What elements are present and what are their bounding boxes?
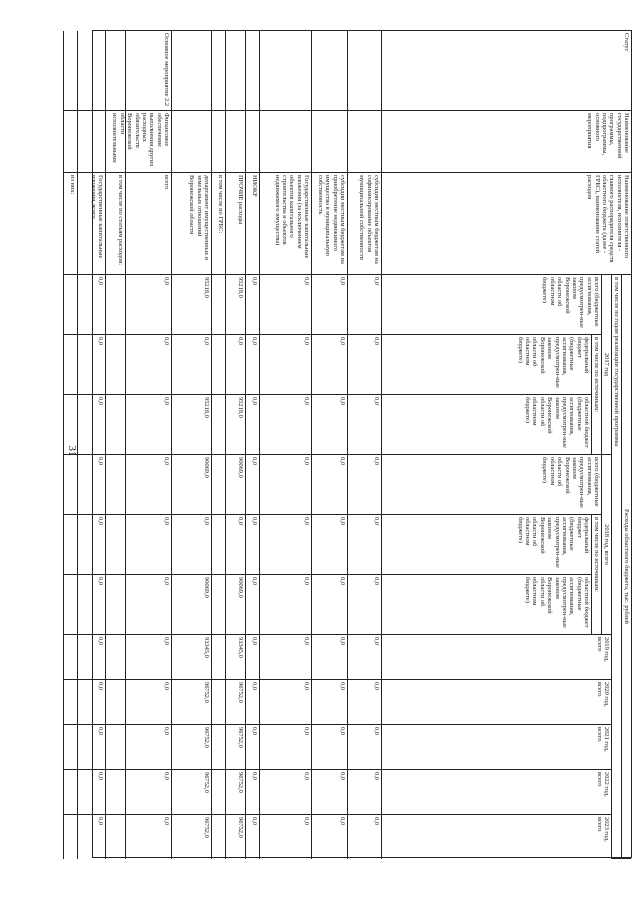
cell-value [106, 455, 125, 515]
cell-status [260, 31, 311, 111]
cell-value: 0,0 [126, 680, 171, 725]
cell-value: 0,0 [126, 575, 171, 635]
cell-value: 90069,0 [172, 575, 211, 635]
cell-value: 0,0 [126, 515, 171, 575]
cell-value: 0,0 [226, 515, 245, 575]
cell-value: 0,0 [373, 817, 380, 825]
table-row [63, 31, 77, 859]
cell-value: 96752,0 [172, 770, 211, 815]
header-year-2019: 2019 год, всего [381, 635, 611, 680]
cell-value [106, 275, 125, 335]
cell-value: 0,0 [78, 515, 105, 575]
cell-program [260, 111, 311, 173]
cell-value: 0,0 [303, 817, 310, 825]
cell-value: 0,0 [246, 515, 259, 575]
cell-program [226, 111, 245, 173]
cell-value: 93345,0 [226, 635, 245, 680]
table-row [77, 31, 105, 859]
cell-program [246, 111, 259, 173]
cell-value: 0,0 [78, 335, 105, 395]
header-status: Статус [381, 31, 631, 111]
page-number: 31 [66, 445, 78, 457]
cell-program [172, 111, 211, 173]
cell-value: 96752,0 [172, 725, 211, 770]
cell-executor: субсидии местным бюджетам на приобретение недвижимого имущества в муниципальную собственность [312, 173, 347, 275]
cell-value: 90069,0 [226, 575, 245, 635]
cell-executor: в том числе по ГРБС: [212, 173, 225, 275]
cell-value [64, 335, 77, 395]
cell-value: 0,0 [78, 680, 105, 725]
cell-value [106, 635, 125, 680]
cell-value: 95218,0 [226, 395, 245, 455]
table-row [311, 31, 347, 859]
cell-value [212, 515, 225, 575]
table-row [211, 31, 225, 859]
cell-value: 0,0 [260, 515, 311, 575]
cell-value: 0,0 [246, 635, 259, 680]
cell-value: 90069,0 [226, 455, 245, 515]
cell-value [106, 725, 125, 770]
cell-value: 0,0 [126, 455, 171, 515]
cell-value: 0,0 [78, 725, 105, 770]
cell-value [212, 335, 225, 395]
cell-value [106, 815, 125, 859]
cell-value [64, 395, 77, 455]
cell-value [64, 575, 77, 635]
cell-value: 0,0 [348, 275, 381, 335]
cell-value [64, 275, 77, 335]
cell-value [106, 575, 125, 635]
header-expenses-title: Расходы областного бюджета, тыс. рублей [621, 275, 631, 859]
cell-value: 0,0 [78, 770, 105, 815]
cell-executor: Государственные капитальные вложения (за исключением объектов капитального строительства и объектов недвижимого имущества) [260, 173, 311, 275]
cell-status [312, 31, 347, 111]
header-2018-by-sources: в том числе по источникам: [591, 515, 601, 635]
table-row [171, 31, 211, 859]
cell-value: 0,0 [172, 335, 211, 395]
header-year-2021: 2021 год, всего [381, 725, 611, 770]
cell-value: 0,0 [126, 725, 171, 770]
cell-value: 0,0 [246, 680, 259, 725]
cell-value: 0,0 [312, 455, 347, 515]
cell-value: 0,0 [348, 575, 381, 635]
header-year-2017: 2017 год [601, 275, 611, 455]
cell-value [212, 575, 225, 635]
cell-executor: из них: [64, 173, 77, 275]
cell-value: 0,0 [312, 725, 347, 770]
cell-value: 0,0 [348, 455, 381, 515]
cell-value: 0,0 [126, 635, 171, 680]
cell-status [64, 31, 77, 111]
cell-value [212, 275, 225, 335]
cell-value: 0,0 [312, 335, 347, 395]
cell-value: 0,0 [260, 635, 311, 680]
cell-status [78, 31, 105, 111]
cell-executor: субсидии местным бюджетам на софинансирование объектов муниципальной собственности [348, 173, 381, 275]
cell-value: 0,0 [348, 335, 381, 395]
table-row [347, 31, 381, 859]
cell-value [64, 515, 77, 575]
header-year-2023: 2023 год, всего [381, 815, 611, 859]
header-2018-federal: федеральный бюджет (бюджетные ассигнования, предусмотрен-ные законом Воронежской области об областном бюджете) [381, 515, 591, 575]
header-2018-total: всего (бюджетные ассигнования, предусмотрен-ные законом Воронежской области об областном бюджете) [381, 455, 601, 515]
cell-value: 0,0 [78, 395, 105, 455]
cell-value: 0,0 [260, 395, 311, 455]
cell-value: 96752,0 [172, 680, 211, 725]
cell-value: 0,0 [246, 275, 259, 335]
cell-value: 0,0 [246, 770, 259, 815]
cell-value: 0,0 [126, 275, 171, 335]
cell-value: 0,0 [246, 575, 259, 635]
cell-value [212, 395, 225, 455]
cell-executor: НИОКР [246, 173, 259, 275]
cell-value: 96752,0 [237, 817, 244, 838]
cell-value: 0,0 [126, 770, 171, 815]
cell-value: 0,0 [78, 575, 105, 635]
cell-value [212, 680, 225, 725]
header-by-years: в том числе по годам реализации государственной программы [611, 275, 621, 859]
cell-value: 0,0 [260, 455, 311, 515]
cell-value: 0,0 [348, 725, 381, 770]
cell-value: 0,0 [251, 817, 258, 825]
cell-value: 0,0 [348, 395, 381, 455]
cell-value: 0,0 [97, 817, 104, 825]
header-year-2022: 2022 год, всего [381, 770, 611, 815]
cell-value [64, 770, 77, 815]
cell-value [212, 725, 225, 770]
header-2018-regional: областной бюджет (бюджетные ассигнования, предусмотрен-ные законом Воронежской области об областном бюджете) [381, 575, 591, 635]
cell-status: Основное мероприятие 2.2 [126, 31, 171, 111]
header-2017-federal: федеральный бюджет (бюджетные ассигнования, предусмотрен-ные законом Воронежской области об областном бюджете) [381, 335, 591, 395]
table-row [245, 31, 259, 859]
cell-program [78, 111, 105, 173]
cell-value [64, 635, 77, 680]
cell-value [64, 725, 77, 770]
cell-status [106, 31, 125, 111]
cell-value: 0,0 [226, 335, 245, 395]
cell-value [64, 680, 77, 725]
cell-status [172, 31, 211, 111]
header-2017-regional: областной бюджет (бюджетные ассигнования, предусмотрен-ные законом Воронежской области об областном бюджете) [381, 395, 591, 455]
cell-value: 0,0 [260, 335, 311, 395]
cell-value [64, 455, 77, 515]
cell-value: 0,0 [246, 455, 259, 515]
cell-status [226, 31, 245, 111]
cell-value [212, 815, 225, 859]
cell-executor: в том числе по статьям расходов: [106, 173, 125, 275]
header-2017-total: всего (бюджетные ассигнования, предусмотрен-ные законом Воронежской области об областном бюджете) [381, 275, 601, 335]
cell-value: 0,0 [312, 635, 347, 680]
cell-value: 0,0 [246, 335, 259, 395]
cell-value [64, 815, 77, 859]
cell-program [212, 111, 225, 173]
cell-program [106, 111, 125, 173]
header-2017-by-sources: в том числе по источникам: [591, 335, 601, 455]
cell-value [106, 770, 125, 815]
cell-value: 0,0 [312, 275, 347, 335]
header-executor-name: Наименование ответственного исполнителя, исполнителя - главного распорядителя средств областного бюджета (далее - ГРБС), наименование статей расходов [381, 173, 631, 275]
cell-program [348, 111, 381, 173]
table-row [105, 31, 125, 859]
cell-value: 0,0 [246, 395, 259, 455]
cell-value: 0,0 [348, 515, 381, 575]
cell-value: 0,0 [126, 335, 171, 395]
cell-value: 95218,0 [172, 395, 211, 455]
header-year-2018: 2018 год, всего [601, 455, 611, 635]
cell-value [212, 770, 225, 815]
cell-status [246, 31, 259, 111]
cell-program [64, 111, 77, 173]
cell-executor: департамент имущественных и земельных отношений Воронежской области [172, 173, 211, 275]
cell-value: 0,0 [312, 770, 347, 815]
cell-value [106, 335, 125, 395]
table-row [259, 31, 311, 859]
header-year-2020: 2020 год, всего [381, 680, 611, 725]
cell-value [106, 680, 125, 725]
cell-value: 0,0 [260, 575, 311, 635]
cell-value: 0,0 [339, 817, 346, 825]
cell-program: Финансовое обеспечение выполнения других расходных обязательств Воронежской области исполнительными [126, 111, 171, 173]
cell-value: 96752,0 [226, 680, 245, 725]
cell-executor: Государственные капитальные вложения, всего [78, 173, 105, 275]
cell-value [106, 515, 125, 575]
cell-value: 0,0 [312, 575, 347, 635]
cell-value: 0,0 [312, 515, 347, 575]
cell-value: 0,0 [260, 275, 311, 335]
cell-value: 0,0 [172, 515, 211, 575]
cell-executor: всего [126, 173, 171, 275]
cell-value [106, 395, 125, 455]
cell-value: 95218,0 [172, 275, 211, 335]
cell-value: 0,0 [260, 725, 311, 770]
cell-value: 0,0 [78, 275, 105, 335]
cell-value: 96752,0 [226, 770, 245, 815]
cell-value: 0,0 [78, 455, 105, 515]
cell-value: 0,0 [163, 817, 170, 825]
cell-value: 0,0 [246, 725, 259, 770]
cell-value: 0,0 [126, 395, 171, 455]
cell-value: 93345,0 [172, 635, 211, 680]
cell-executor: ПРОЧИЕ расходы [226, 173, 245, 275]
cell-value: 0,0 [348, 770, 381, 815]
cell-value: 0,0 [348, 635, 381, 680]
cell-value: 96752,0 [203, 817, 210, 838]
cell-value: 0,0 [78, 635, 105, 680]
cell-program [312, 111, 347, 173]
cell-value: 0,0 [312, 395, 347, 455]
cell-value [212, 455, 225, 515]
cell-status [212, 31, 225, 111]
table-row [225, 31, 245, 859]
cell-value: 90069,0 [172, 455, 211, 515]
cell-value: 0,0 [260, 770, 311, 815]
cell-value: 0,0 [348, 680, 381, 725]
cell-value: 0,0 [312, 680, 347, 725]
cell-value: 95218,0 [226, 275, 245, 335]
header-program-name: Наименование государственной программы, подпрограммы, основного мероприятия [381, 111, 631, 173]
cell-value: 96752,0 [226, 725, 245, 770]
cell-status [348, 31, 381, 111]
cell-value: 0,0 [260, 680, 311, 725]
cell-value [212, 635, 225, 680]
